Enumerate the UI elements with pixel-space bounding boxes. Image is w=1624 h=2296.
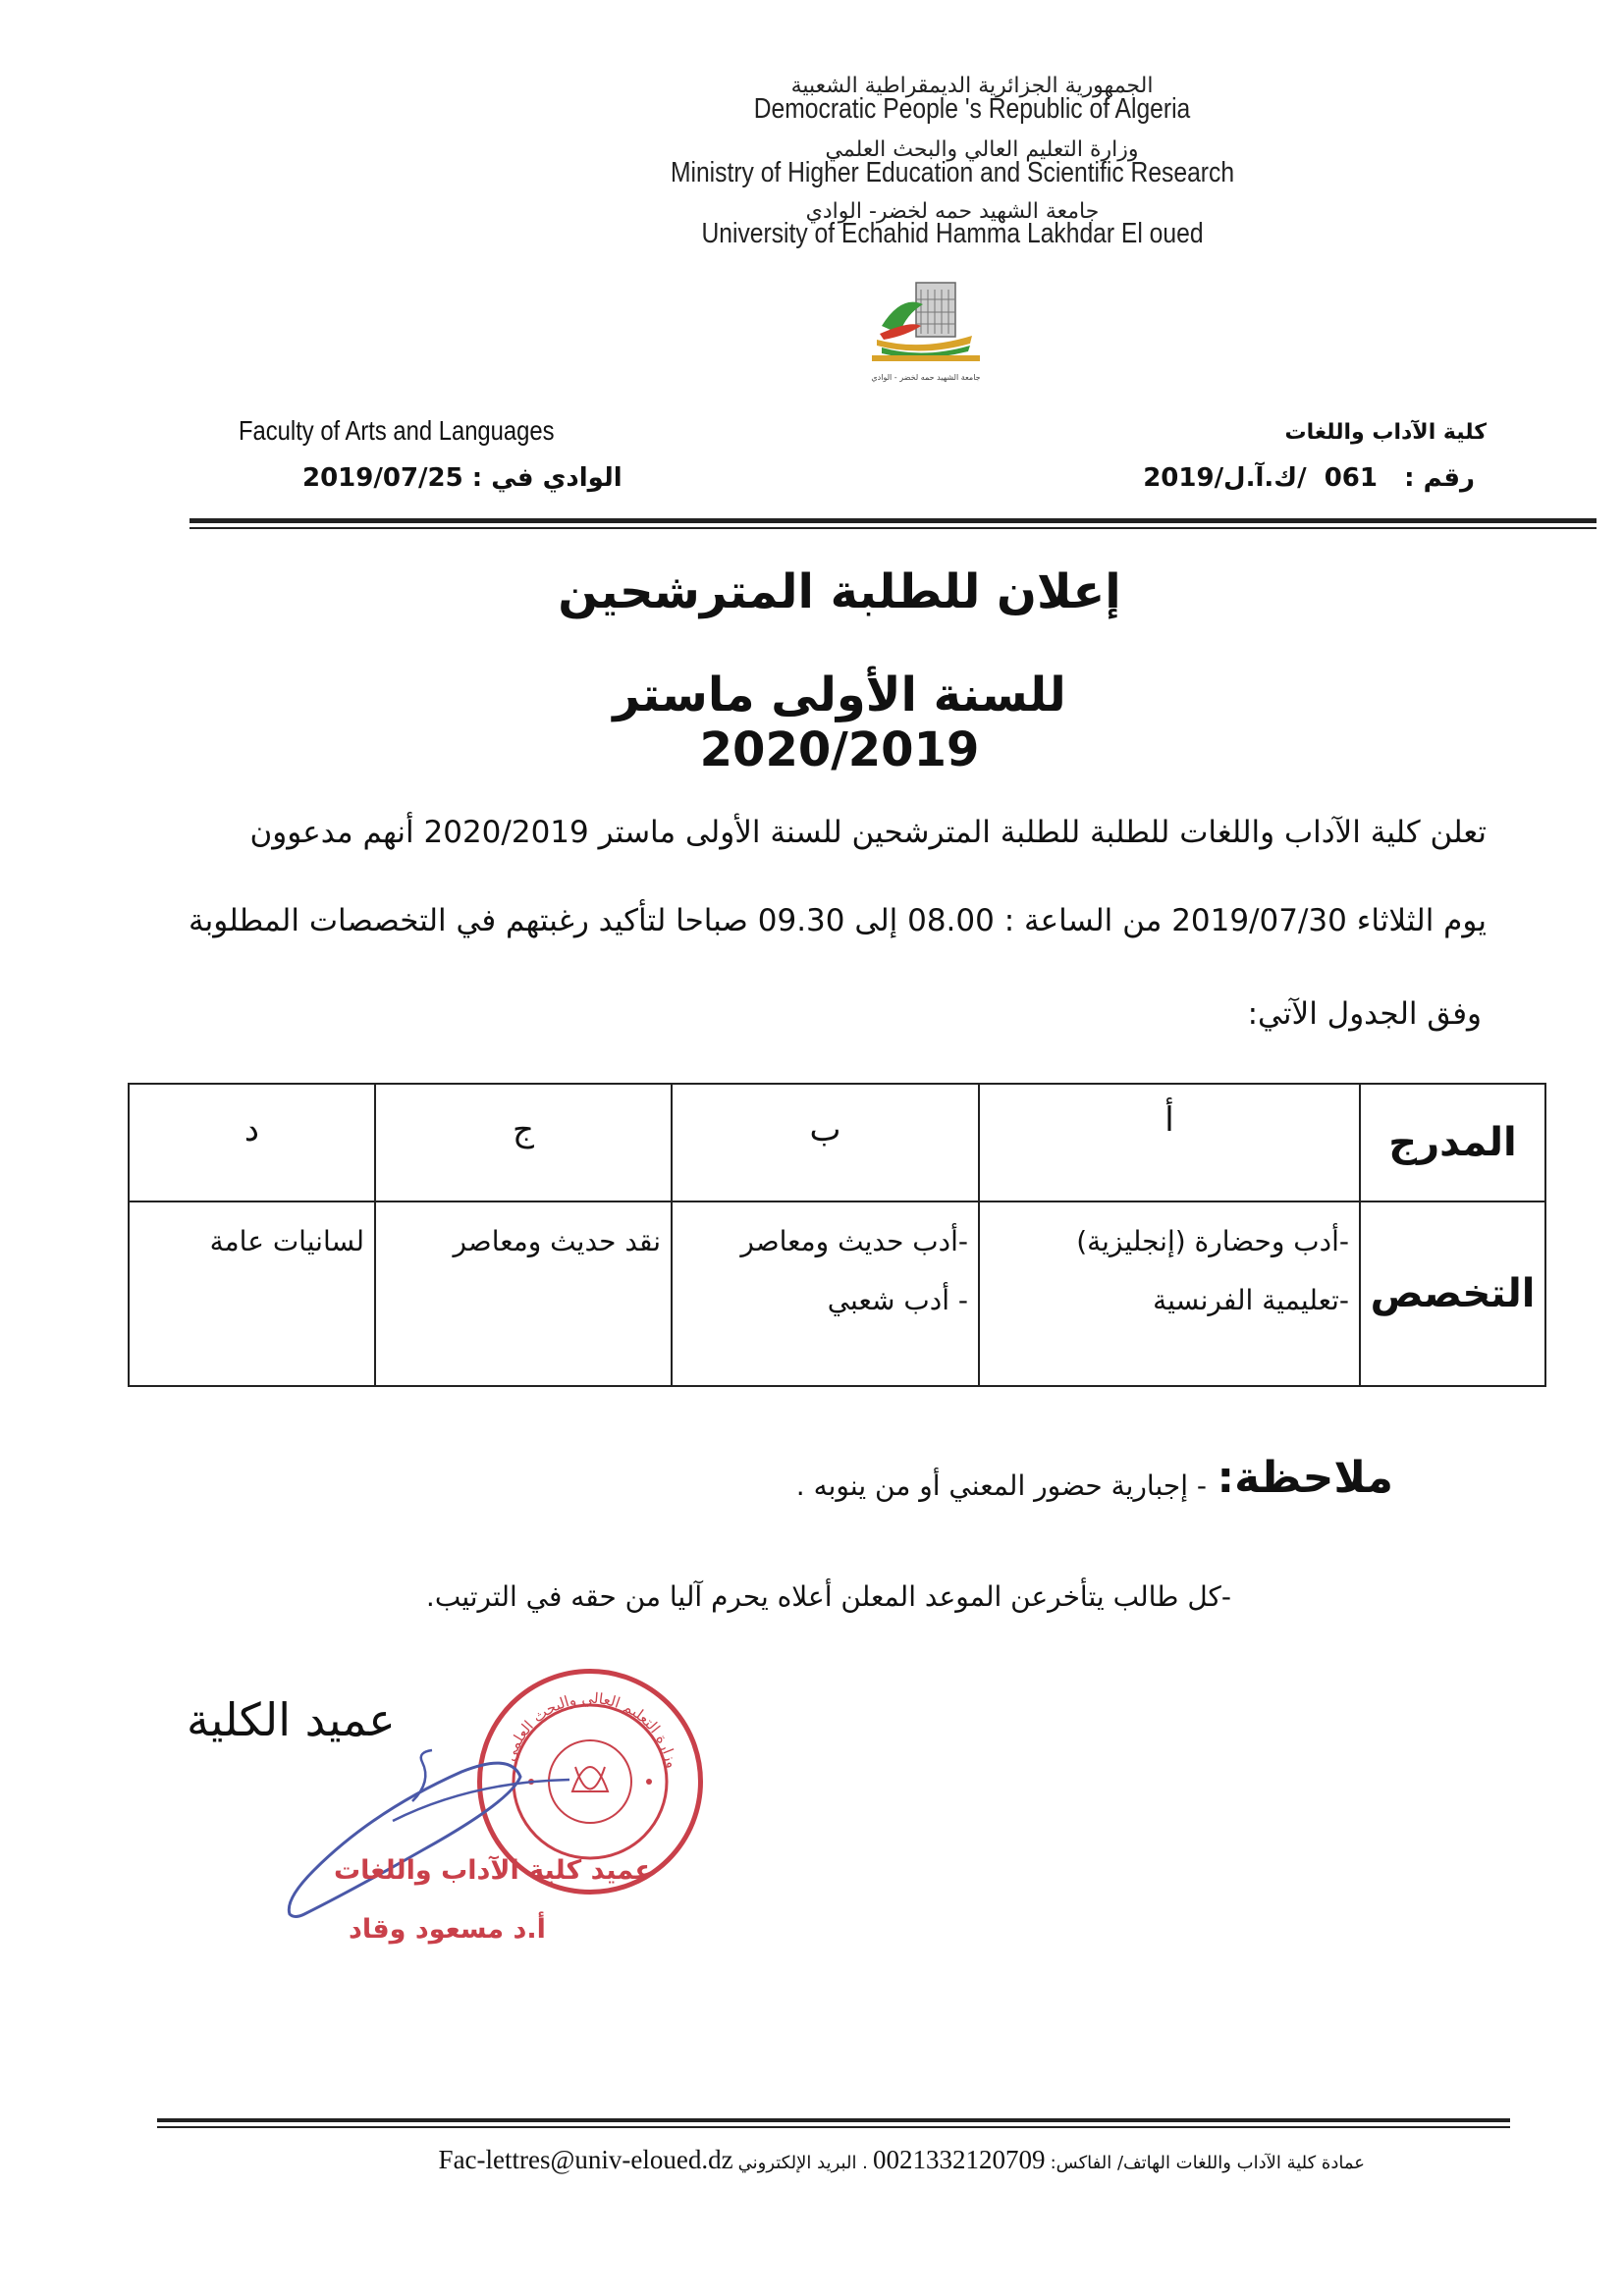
body-line-1: تعلن كلية الآداب واللغات للطلبة للطلبة المترشحين للسنة الأولى ماستر 2020/2019 أنهم مدعوون <box>249 815 1487 850</box>
footer-separator: . <box>856 2153 868 2173</box>
logo-caption: جامعة الشهيد حمه لخضر - الوادي <box>871 373 981 382</box>
cell-c-specialties <box>375 1201 672 1386</box>
note-attendance: - إجبارية حضور المعني أو من ينوبه . <box>795 1469 1207 1502</box>
footer-email[interactable]: Fac-lettres@univ-eloued.dz <box>438 2145 733 2174</box>
specialty-french-didactics: -تعليمية الفرنسية <box>1153 1284 1349 1316</box>
footer-phone: 0021332120709 <box>873 2145 1046 2174</box>
row-header-amphitheater: المدرج <box>1360 1084 1545 1201</box>
reference-number: رقم : 061 /ك.آ.ل/2019 <box>1143 463 1475 493</box>
signature-stroke <box>275 1742 579 1929</box>
dean-title: عميد الكلية <box>187 1693 396 1746</box>
dean-signature <box>275 1742 579 1929</box>
faculty-arabic: كلية الآداب واللغات <box>1284 420 1487 445</box>
column-d: د <box>129 1084 375 1201</box>
table-row-specialty <box>129 1201 1545 1386</box>
republic-arabic: الجمهورية الجزائرية الديمقراطية الشعبية <box>790 74 1154 98</box>
table-row-header <box>129 1084 1545 1201</box>
specialty-folk-literature: - أدب شعبي <box>827 1284 968 1316</box>
column-a: أ <box>979 1084 1360 1201</box>
footer-rule-thick <box>157 2118 1510 2122</box>
cell-a-specialties <box>979 1201 1360 1386</box>
column-b: ب <box>672 1084 979 1201</box>
footer-rule-thin <box>157 2126 1510 2128</box>
footer-email-label: البريد الإلكتروني <box>737 2153 857 2173</box>
body-line-2: يوم الثلاثاء 2019/07/30 من الساعة : 08.00 إلى 09.30 صباحا لتأكيد رغبتهم في التخصصات المطلوبة <box>189 903 1487 938</box>
cell-b-specialties <box>672 1201 979 1386</box>
specialty-general-linguistics: لسانيات عامة <box>209 1225 364 1257</box>
dean-stamp-title: عميد كلية الآداب واللغات <box>334 1855 653 1886</box>
university-arabic: جامعة الشهيد حمه لخضر- الوادي <box>805 199 1100 224</box>
issue-date: الوادي في : 2019/07/25 <box>302 463 623 493</box>
note-label: ملاحظة: <box>1217 1453 1393 1503</box>
ministry-english: Ministry of Higher Education and Scientific Research <box>670 157 1235 188</box>
logo-graphic <box>862 275 990 383</box>
cell-d-specialties <box>129 1201 375 1386</box>
university-logo <box>862 275 990 383</box>
republic-english: Democratic People 's Republic of Algeria <box>753 93 1191 125</box>
dean-stamp-name: أ.د مسعود وقاد <box>349 1914 546 1945</box>
ministry-arabic: وزارة التعليم العالي والبحث العلمي <box>825 137 1139 162</box>
footer-dean-phone-label: عمادة كلية الآداب واللغات الهاتف/ الفاكس: <box>1050 2153 1365 2173</box>
announcement-title: إعلان للطلبة المترشحين <box>558 564 1121 619</box>
seal-text: وزارة التعليم العالي والبحث العلمي <box>501 1688 681 1770</box>
header-rule-thick <box>189 518 1597 523</box>
university-english: University of Echahid Hamma Lakhdar El oued <box>701 218 1204 249</box>
specialty-modern-criticism: نقد حديث ومعاصر <box>453 1225 661 1257</box>
header-rule-thin <box>189 527 1597 529</box>
row-header-specialty: التخصص <box>1360 1201 1545 1386</box>
body-line-3: وفق الجدول الآتي: <box>1247 996 1482 1032</box>
specialties-table <box>128 1083 1546 1387</box>
note-lateness: -كل طالب يتأخرعن الموعد المعلن أعلاه يحرم آليا من حقه في الترتيب. <box>425 1580 1231 1613</box>
faculty-english: Faculty of Arts and Languages <box>239 415 555 446</box>
footer-contact <box>295 2145 1365 2175</box>
specialty-english-literature: -أدب وحضارة (إنجليزية) <box>1076 1225 1349 1257</box>
column-c: ج <box>375 1084 672 1201</box>
announcement-subtitle: للسنة الأولى ماستر 2020/2019 <box>613 667 1066 777</box>
specialty-modern-literature: -أدب حديث ومعاصر <box>740 1225 968 1257</box>
